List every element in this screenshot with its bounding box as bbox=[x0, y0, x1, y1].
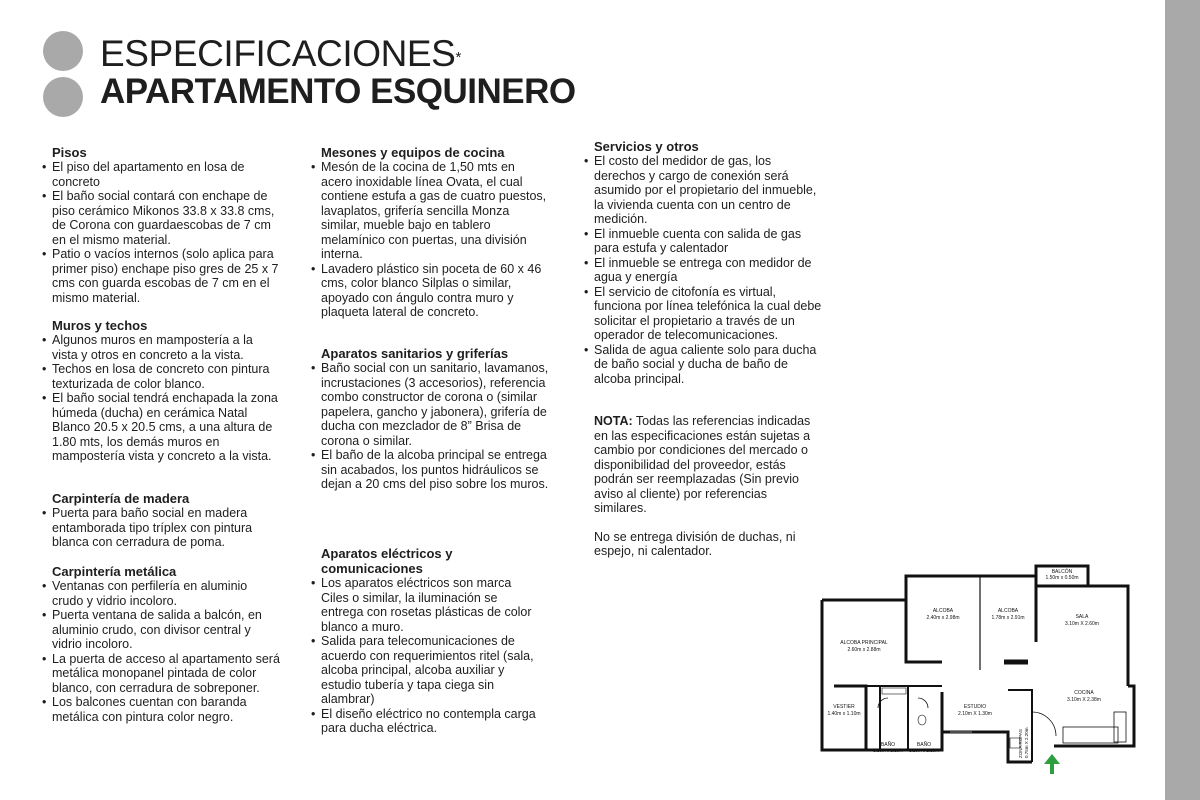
room-sala-name: SALA bbox=[1075, 614, 1089, 620]
bullet-list bbox=[309, 576, 539, 736]
list-item: • El baño social contará con enchape de piso cerámico Mikonos 33.8 x 33.8 cms, de Corona con guardaescobas de 7 cm en el mismo material. bbox=[40, 189, 280, 247]
section-mesones-cocina bbox=[309, 145, 549, 320]
nota-block bbox=[594, 414, 814, 559]
entrance-arrow-icon bbox=[1044, 754, 1060, 774]
section-title: Muros y techos bbox=[52, 318, 148, 333]
room-estudio-name: ESTUDIO bbox=[963, 704, 987, 710]
section-carpinteria-metalica bbox=[40, 564, 280, 724]
list-item: • El diseño eléctrico no contempla carga para ducha eléctrica. bbox=[309, 707, 539, 736]
page-title: ESPECIFICACIONES* bbox=[100, 33, 461, 74]
room-sala-dims: 3.10m X 2.60m bbox=[1065, 621, 1099, 627]
bullet-list bbox=[40, 579, 280, 724]
list-item: • Patio o vacíos internos (solo aplica para primer piso) enchape piso gres de 25 x 7 cms con guarda escobas de 7 cm en el mismo material. bbox=[40, 247, 280, 305]
room-alcoba-principal-name: ALCOBA PRINCIPAL bbox=[840, 640, 888, 646]
list-item: • El baño de la alcoba principal se entrega sin acabados, los puntos hidráulicos se dejan a 20 cms del piso sobre los muros. bbox=[309, 448, 549, 492]
list-item: • Puerta ventana de salida a balcón, en aluminio crudo, con divisor central y vidrio incoloro. bbox=[40, 608, 280, 652]
section-aparatos-electricos bbox=[309, 546, 539, 736]
bullet-list bbox=[309, 160, 549, 320]
room-alcoba1-dims: 2.40m x 2.98m bbox=[926, 615, 960, 621]
room-alcoba-principal-dims: 2.60m x 2.88m bbox=[847, 647, 881, 653]
floor-plan bbox=[818, 562, 1136, 776]
list-item: • Mesón de la cocina de 1,50 mts en acero inoxidable línea Ovata, el cual contiene estufa a gas de cuatro puestos, lavaplatos, grifería sencilla Monza similar, mueble bajo en tablero melamínico con puertas, una división interna. bbox=[309, 160, 549, 262]
room-bano2-name: BAÑO bbox=[916, 742, 932, 748]
list-item: • Baño social con un sanitario, lavamanos, incrustaciones (3 accesorios), referencia combo constructor de corona o (similar papelera, gancho y jabonera), grifería de ducha con mezclador de 8” Brisa de corona o similar. bbox=[309, 361, 549, 448]
room-cocina-dims: 3.10m X 2.38m bbox=[1067, 697, 1101, 703]
nota-text: Todas las referencias indicadas en las especificaciones están sujetas a cambio por condiciones del mercado o disponibilidad del proveedor, estás podrán ser reemplazadas (Sin previo aviso al cliente) por referencias similares. bbox=[594, 414, 811, 515]
page-subtitle: APARTAMENTO ESQUINERO bbox=[100, 72, 576, 111]
side-accent-bar bbox=[1165, 0, 1200, 800]
section-title: Carpintería metálica bbox=[52, 564, 177, 579]
section-muros-techos bbox=[40, 318, 280, 464]
room-cocina-name: COCINA bbox=[1074, 690, 1094, 696]
list-item: • El costo del medidor de gas, los derechos y cargo de conexión será asumido por el propietario del inmueble, la vivienda cuenta con un centro de medición. bbox=[582, 154, 822, 227]
section-title: Carpintería de madera bbox=[52, 491, 190, 506]
room-vestier-name: VESTIER bbox=[833, 704, 855, 710]
list-item: • Techos en losa de concreto con pintura texturizada de color blanco. bbox=[40, 362, 280, 391]
section-title: Servicios y otros bbox=[594, 139, 699, 154]
room-alcoba1-name: ALCOBA bbox=[932, 608, 954, 614]
room-bano1-dims: 1.10m x 2.10m bbox=[873, 748, 903, 753]
nota-paragraph bbox=[594, 414, 814, 516]
nota-extra: No se entrega división de duchas, ni espejo, ni calentador. bbox=[594, 529, 796, 558]
floor-plan-drawing bbox=[818, 562, 1136, 776]
nota-label: NOTA: bbox=[594, 414, 633, 428]
room-bano2-dims: 1.10m x 2.10m bbox=[909, 748, 939, 753]
list-item: • El inmueble cuenta con salida de gas para estufa y calentador bbox=[582, 227, 822, 256]
list-item: • Lavadero plástico sin poceta de 60 x 46 cms, color blanco Silplas o similar, apoyado con ángulo contra muro y plaqueta lateral de concreto. bbox=[309, 262, 549, 320]
bullet-list bbox=[309, 361, 549, 492]
decorative-circle-top bbox=[43, 31, 83, 71]
room-alcoba2-dims: 1.78m x 2.91m bbox=[991, 615, 1025, 621]
list-item: • La puerta de acceso al apartamento será metálica monopanel pintada de color blanco, con cerradura de sobreponer. bbox=[40, 652, 280, 696]
bullet-list bbox=[40, 506, 280, 550]
section-title: Aparatos eléctricos y comunicaciones bbox=[321, 546, 453, 576]
list-item: • Los balcones cuentan con baranda metálica con pintura color negro. bbox=[40, 695, 280, 724]
list-item: • Salida para telecomunicaciones de acuerdo con requerimientos ritel (sala, alcoba principal, alcoba auxiliar y estudio tubería y tapa ciega sin alambrar) bbox=[309, 634, 539, 707]
room-bano1-name: BAÑO bbox=[880, 742, 896, 748]
section-carpinteria-madera bbox=[40, 491, 280, 550]
list-item: • Ventanas con perfilería en aluminio crudo y vidrio incoloro. bbox=[40, 579, 280, 608]
bullet-list bbox=[582, 154, 822, 386]
list-item: • El inmueble se entrega con medidor de agua y energía bbox=[582, 256, 822, 285]
list-item: • Salida de agua caliente solo para ducha de baño social y ducha de baño de alcoba principal. bbox=[582, 343, 822, 387]
list-item: • Algunos muros en mampostería a la vista y otros en concreto a la vista. bbox=[40, 333, 280, 362]
room-alcoba2-name: ALCOBA bbox=[997, 608, 1019, 614]
list-item: • El baño social tendrá enchapada la zona húmeda (ducha) en cerámica Natal Blanco 20.5 x 20.5 cms, a una altura de 1.80 mts, los demás muros en mampostería vista y concreto a la vista. bbox=[40, 391, 280, 464]
room-balcon-dims: 1.50m x 0.50m bbox=[1045, 575, 1079, 581]
bullet-list bbox=[40, 333, 280, 464]
list-item: • Puerta para baño social en madera entamborada tipo tríplex con pintura blanca con cerradura de poma. bbox=[40, 506, 280, 550]
title-asterisk: * bbox=[455, 49, 461, 66]
section-title: Aparatos sanitarios y griferías bbox=[321, 346, 509, 361]
room-zona-ropas-dims: 0.75m X 2.20m bbox=[1024, 727, 1029, 758]
decorative-circle-bottom bbox=[43, 77, 83, 117]
list-item: • El piso del apartamento en losa de concreto bbox=[40, 160, 280, 189]
section-pisos bbox=[40, 145, 280, 305]
section-title: Pisos bbox=[52, 145, 87, 160]
section-aparatos-sanitarios bbox=[309, 346, 549, 492]
section-title: Mesones y equipos de cocina bbox=[321, 145, 505, 160]
list-item: • El servicio de citofonía es virtual, funciona por línea telefónica la cual debe solicitar el propietario a través de un operador de telecomunicaciones. bbox=[582, 285, 822, 343]
room-zona-ropas-name: ZONA ROPAS bbox=[1018, 729, 1023, 758]
room-vestier-dims: 1.40m x 1.10m bbox=[827, 711, 861, 717]
bullet-list bbox=[40, 160, 280, 305]
list-item: • Los aparatos eléctricos son marca Ciles o similar, la iluminación se entrega con rosetas plásticas de color blanco a muro. bbox=[309, 576, 539, 634]
room-estudio-dims: 2.10m X 1.30m bbox=[958, 711, 992, 717]
room-balcon-name: BALCÓN bbox=[1051, 569, 1073, 575]
section-servicios bbox=[582, 139, 822, 386]
